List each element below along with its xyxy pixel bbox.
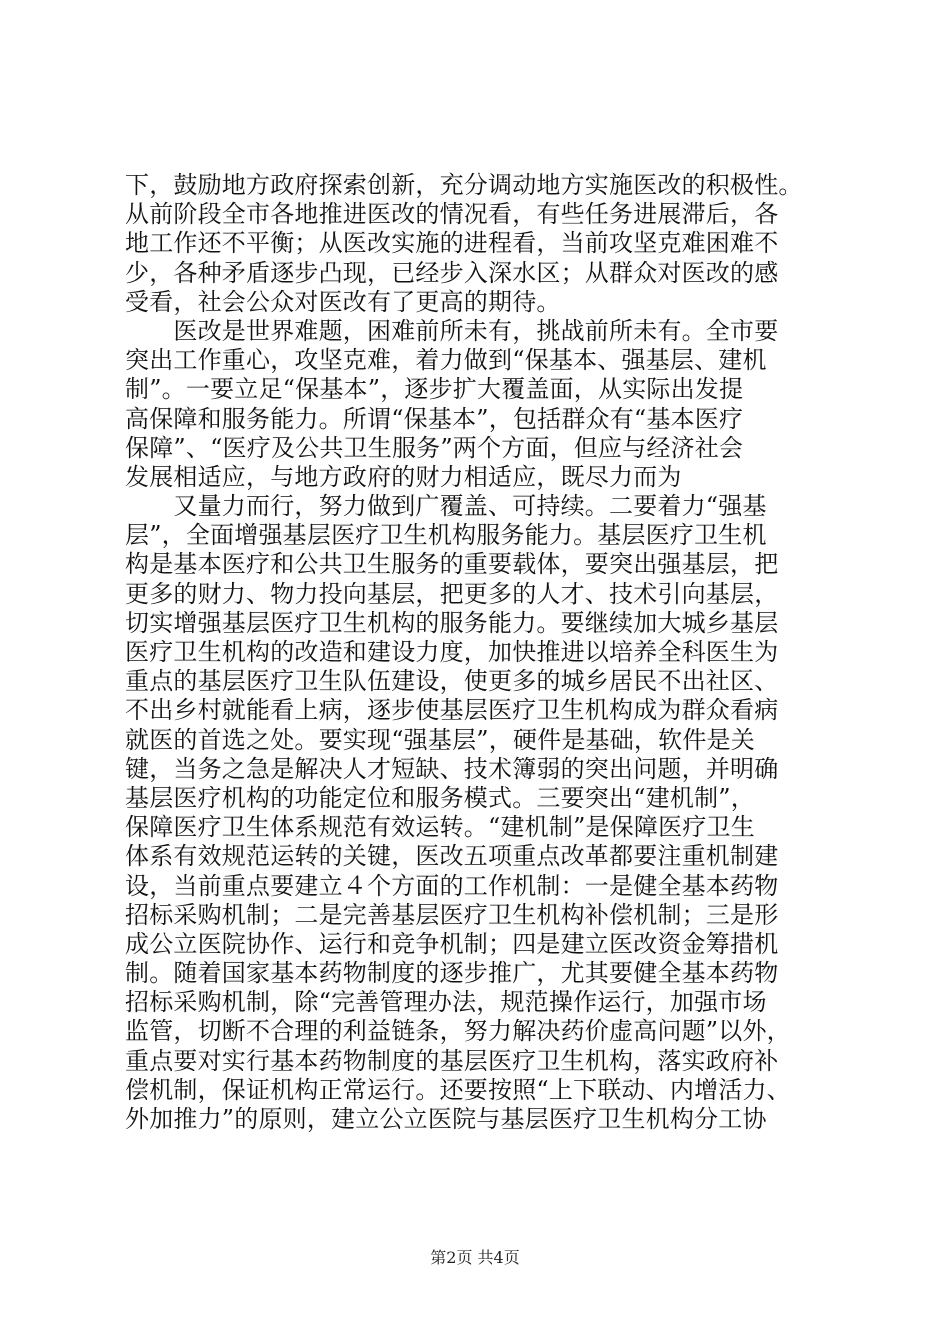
text-line: 切实增强基层医疗卫生机构的服务能力。要继续加大城乡基层: [125, 608, 779, 637]
text-line: 发展相适应，与地方政府的财力相适应，既尽力而为: [125, 462, 682, 491]
text-line: 不出乡村就能看上病，逐步使基层医疗卫生机构成为群众看病: [125, 696, 779, 725]
text-line: 层”，全面增强基层医疗卫生机构服务能力。基层医疗卫生机: [125, 521, 767, 550]
text-line: 保障”、“医疗及公共卫生服务”两个方面，但应与经济社会: [125, 433, 744, 462]
text-line: 监管，切断不合理的利益链条，努力解决药价虚高问题”以外，: [125, 1017, 791, 1046]
text-line: 少，各种矛盾逐步凸现，已经步入深水区；从群众对医改的感: [125, 258, 779, 287]
text-line: 键，当务之急是解决人才短缺、技术簿弱的突出问题，并明确: [125, 754, 779, 783]
text-line: 医改是世界难题，困难前所未有，挑战前所未有。全市要: [125, 316, 779, 345]
body-text: [125, 171, 845, 1134]
text-line: 制。随着国家基本药物制度的逐步推广，尤其要健全基本药物: [125, 959, 779, 988]
text-line: 重点的基层医疗卫生队伍建设，使更多的城乡居民不出社区、: [125, 667, 779, 696]
text-line: 保障医疗卫生体系规范有效运转。“建机制”是保障医疗卫生: [125, 813, 755, 842]
text-line: 制”。一要立足“保基本”，逐步扩大覆盖面，从实际出发提: [125, 375, 744, 404]
text-line: 外加推力”的原则，建立公立医院与基层医疗卫生机构分工协: [125, 1105, 767, 1133]
text-line: 下，鼓励地方政府探索创新，充分调动地方实施医改的积极性。: [125, 171, 803, 199]
text-line: 就医的首选之处。要实现“强基层”，硬件是基础，软件是关: [125, 725, 755, 754]
text-line: 重点要对实行基本药物制度的基层医疗卫生机构，落实政府补: [125, 1046, 779, 1075]
text-line: 成公立医院协作、运行和竞争机制；四是建立医改资金筹措机: [125, 929, 779, 958]
text-line: 受看，社会公众对医改有了更高的期待。: [125, 287, 561, 316]
text-line: 基层医疗机构的功能定位和服务模式。三要突出“建机制”，: [125, 783, 755, 812]
text-line: 突出工作重心，攻坚克难，着力做到“保基本、强基层、建机: [125, 346, 767, 375]
text-line: 高保障和服务能力。所谓“保基本”，包括群众有“基本医疗: [125, 404, 744, 433]
text-line: 医疗卫生机构的改造和建设力度，加快推进以培养全科医生为: [125, 638, 779, 666]
text-line: 从前阶段全市各地推进医改的情况看，有些任务进展滞后，各: [125, 200, 779, 229]
text-line: 招标采购机制；二是完善基层医疗卫生机构补偿机制；三是形: [125, 900, 779, 929]
text-line: 体系有效规范运转的关键，医改五项重点改革都要注重机制建: [125, 842, 779, 871]
text-line: 又量力而行，努力做到广覆盖、可持续。二要着力“强基: [125, 492, 767, 521]
text-line: 地工作还不平衡；从医改实施的进程看，当前攻坚克难困难不: [125, 229, 779, 258]
text-line: 更多的财力、物力投向基层，把更多的人才、技术引向基层，: [125, 579, 779, 608]
text-line: 设，当前重点要建立４个方面的工作机制：一是健全基本药物: [125, 871, 779, 900]
text-line: 招标采购机制，除“完善管理办法，规范操作运行，加强市场: [125, 988, 767, 1017]
text-line: 构是基本医疗和公共卫生服务的重要载体，要突出强基层，把: [125, 550, 779, 579]
text-line: 偿机制，保证机构正常运行。还要按照“上下联动、内增活力、: [125, 1075, 791, 1104]
page-footer: 第2页 共4页: [430, 1248, 520, 1267]
